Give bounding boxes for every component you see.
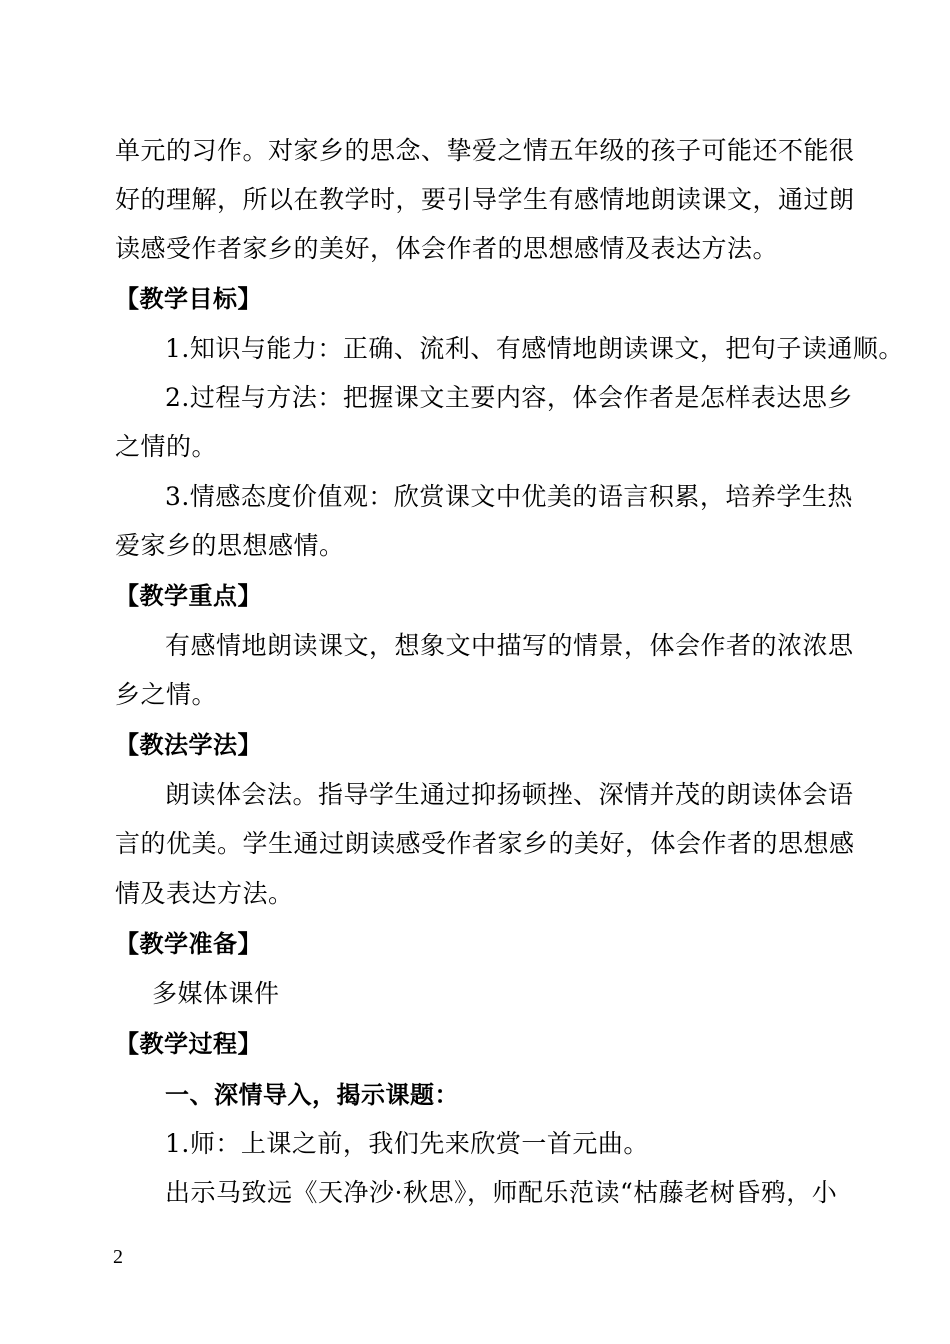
methods-line-3: 情及表达方法。 xyxy=(115,879,294,908)
objective-item-1: 1.知识与能力：正确、流利、有感情地朗读课文，把句子读通顺。 xyxy=(165,334,904,363)
methods-line-1: 朗读体会法。指导学生通过抑扬顿挫、深情并茂的朗读体会语 xyxy=(165,780,854,809)
intro-line-2: 好的理解，所以在教学时，要引导学生有感情地朗读课文，通过朗 xyxy=(115,185,855,214)
process-step-1: 1.师：上课之前，我们先来欣赏一首元曲。 xyxy=(165,1129,649,1158)
methods-line-2: 言的优美。学生通过朗读感受作者家乡的美好，体会作者的思想感 xyxy=(115,829,855,858)
process-step-1-detail: 出示马致远《天净沙·秋思》，师配乐范读“枯藤老树昏鸦，小 xyxy=(165,1178,838,1207)
objective-item-3-cont: 爱家乡的思想感情。 xyxy=(115,531,345,560)
objectives-heading: 【教学目标】 xyxy=(115,285,262,313)
methods-heading: 【教法学法】 xyxy=(115,731,262,759)
key-points-line-1: 有感情地朗读课文，想象文中描写的情景，体会作者的浓浓思 xyxy=(165,631,854,660)
preparation-heading: 【教学准备】 xyxy=(115,930,262,958)
key-points-line-2: 乡之情。 xyxy=(115,680,218,709)
objective-item-2: 2.过程与方法：把握课文主要内容，体会作者是怎样表达思乡 xyxy=(165,383,853,412)
process-section-1: 一、深情导入，揭示课题： xyxy=(165,1081,459,1109)
objective-item-2-cont: 之情的。 xyxy=(115,432,218,461)
key-points-heading: 【教学重点】 xyxy=(115,582,262,610)
page-number: 2 xyxy=(113,1246,123,1268)
objective-item-3: 3.情感态度价值观：欣赏课文中优美的语言积累，培养学生热 xyxy=(165,482,853,511)
preparation-text: 多媒体课件 xyxy=(152,979,280,1008)
process-heading: 【教学过程】 xyxy=(115,1030,262,1058)
intro-line-1: 单元的习作。对家乡的思念、挚爱之情五年级的孩子可能还不能很 xyxy=(115,136,855,165)
intro-line-3: 读感受作者家乡的美好，体会作者的思想感情及表达方法。 xyxy=(115,234,779,263)
